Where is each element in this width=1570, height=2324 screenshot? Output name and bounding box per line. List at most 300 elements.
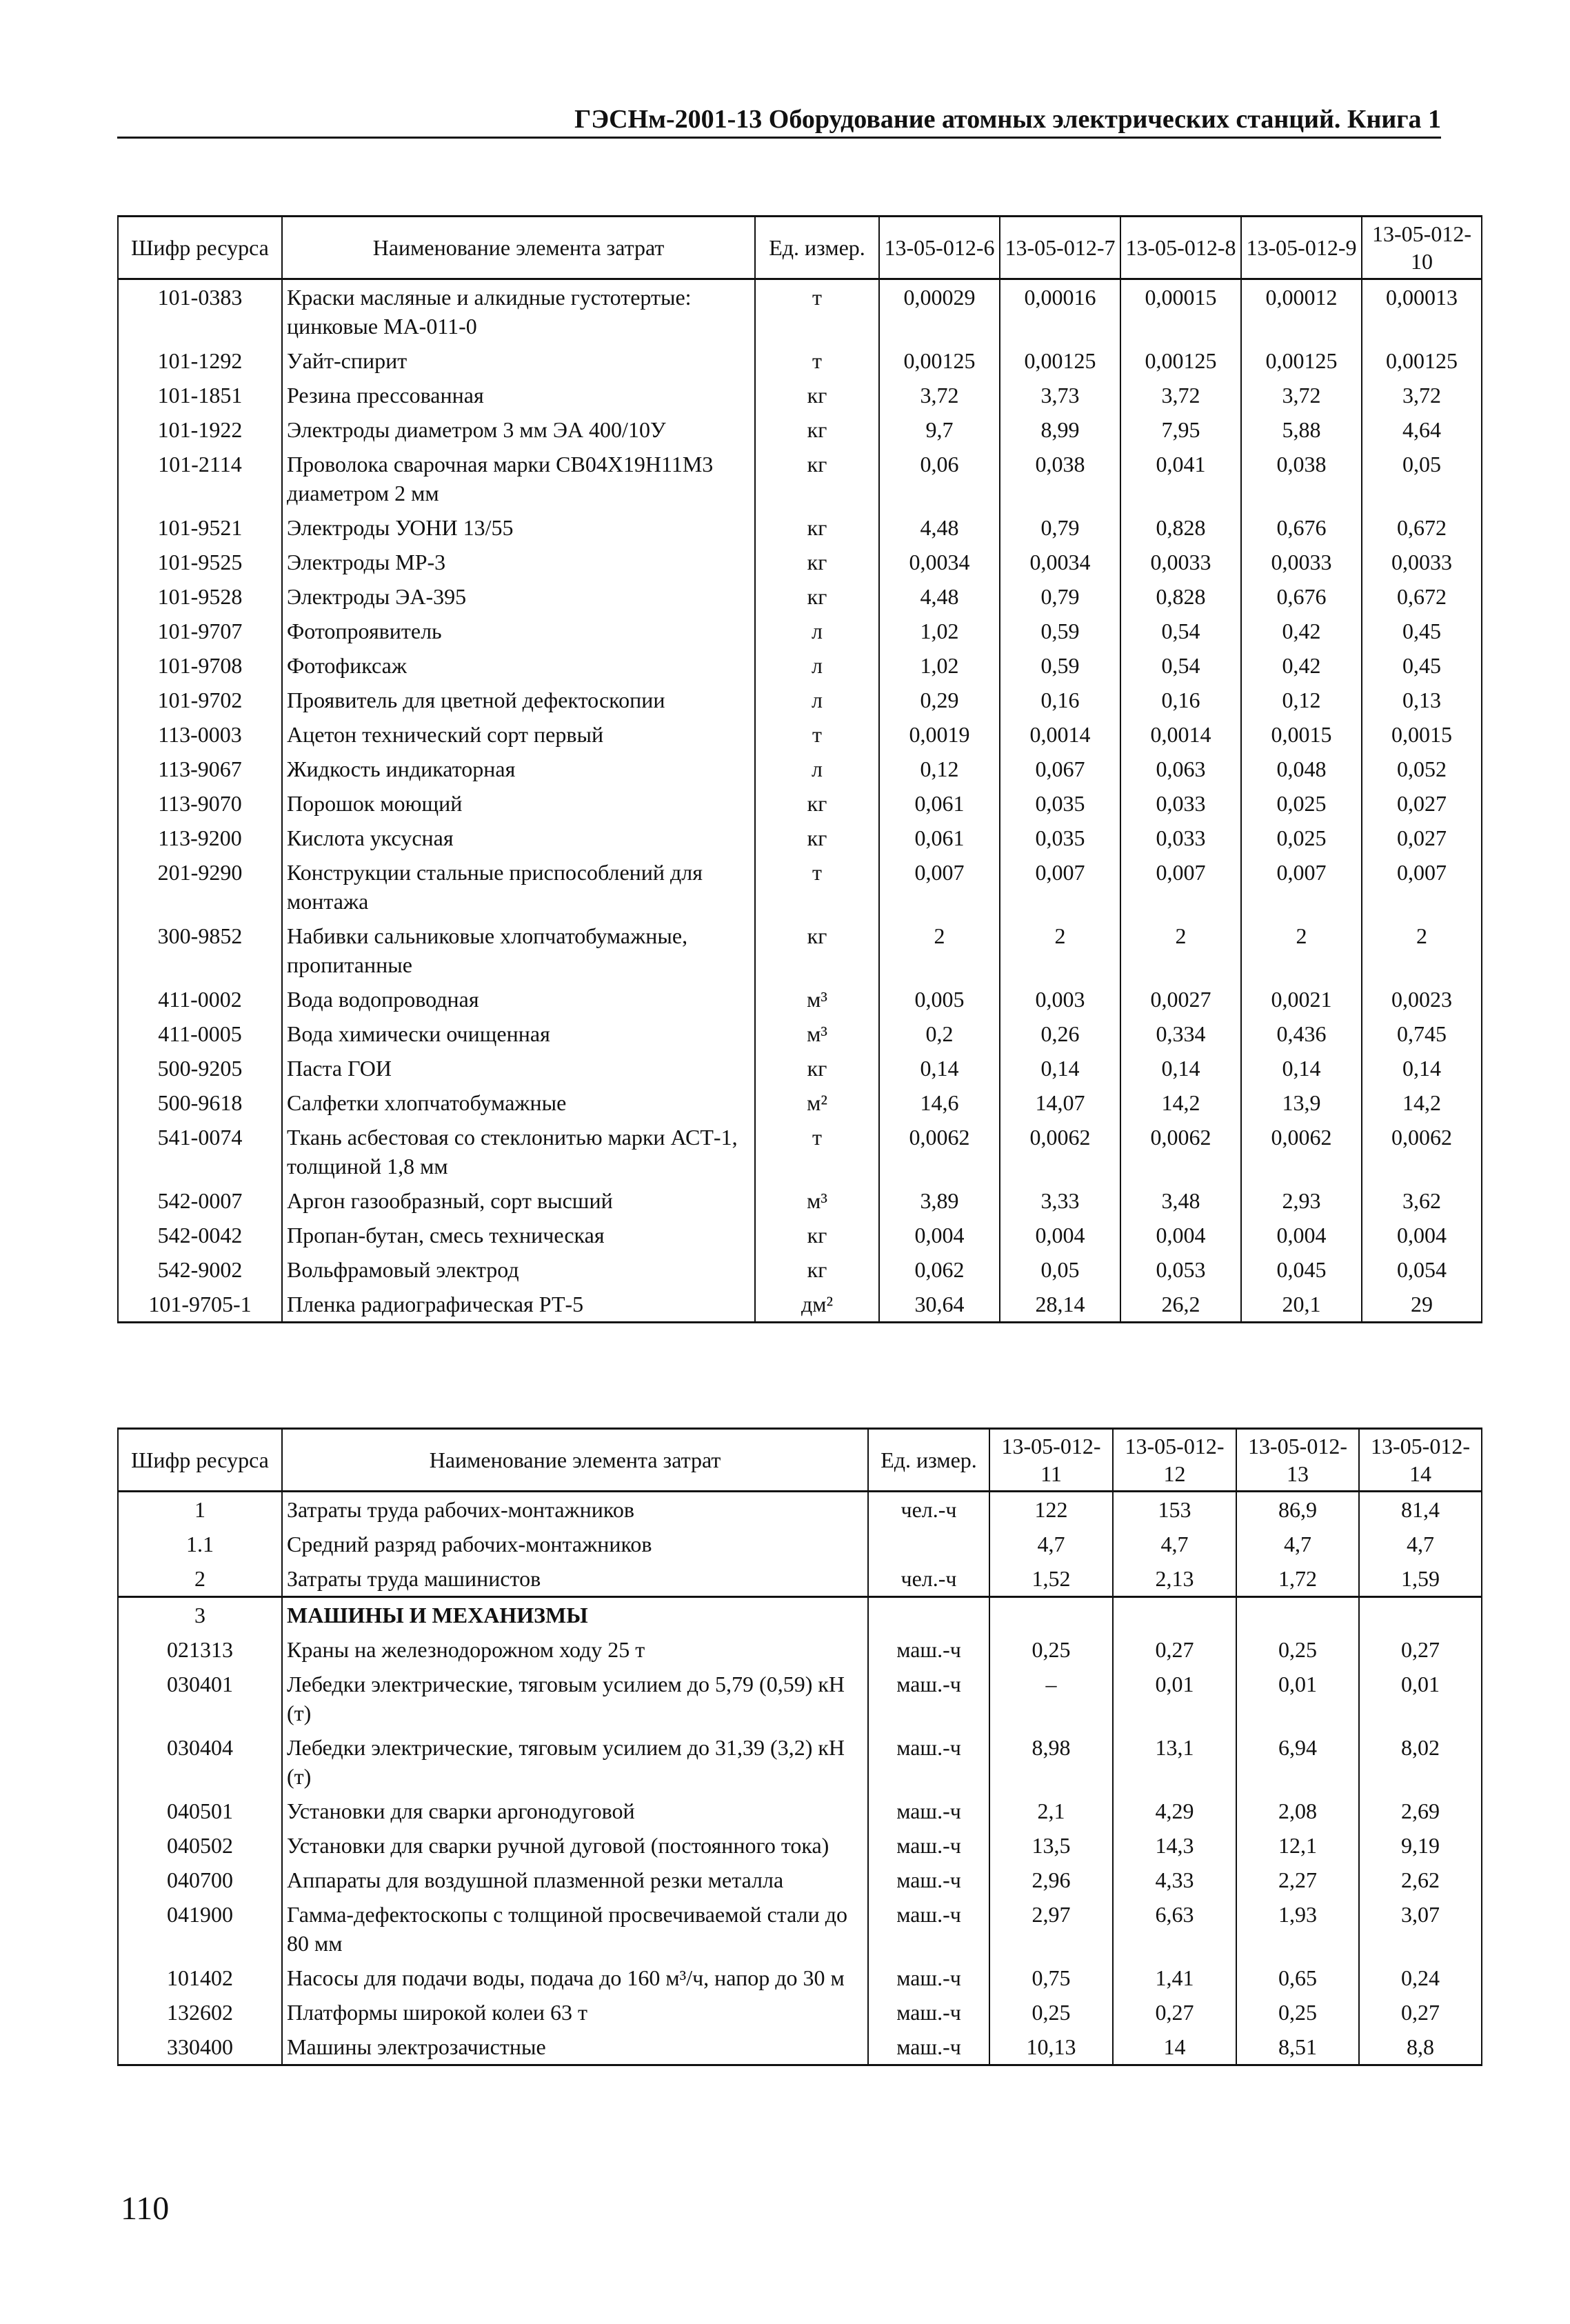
resource-name: Порошок моющий	[282, 786, 755, 821]
norm-value: 0,27	[1113, 1995, 1236, 2030]
norm-value: 0,0034	[1000, 545, 1120, 579]
unit-cell: м³	[755, 982, 879, 1016]
unit-cell: кг	[755, 1051, 879, 1085]
norm-value: 0,0033	[1241, 545, 1362, 579]
resource-name: Вода водопроводная	[282, 982, 755, 1016]
norm-value: 81,4	[1359, 1492, 1482, 1527]
norm-value: 20,1	[1241, 1287, 1362, 1323]
col-header-norm: 13-05-012-8	[1120, 217, 1241, 279]
resource-code: 113-9200	[118, 821, 282, 855]
table-row	[118, 412, 1482, 447]
norm-value: 122	[989, 1492, 1113, 1527]
col-header-norm: 13-05-012-7	[1000, 217, 1120, 279]
norm-value: 0,0062	[1362, 1120, 1482, 1183]
norm-value: 0,0062	[1241, 1120, 1362, 1183]
resource-name: Установки для сварки аргонодуговой	[282, 1794, 868, 1828]
norm-value: 0,061	[879, 821, 1000, 855]
norm-value: 2	[879, 919, 1000, 982]
table-row	[118, 343, 1482, 378]
norm-value: 3,89	[879, 1183, 1000, 1218]
table-row	[118, 1016, 1482, 1051]
table-row	[118, 2030, 1482, 2065]
norm-value: 0,00125	[1000, 343, 1120, 378]
table-row	[118, 717, 1482, 752]
norm-value: 0,00125	[1362, 343, 1482, 378]
norm-value: 0,00016	[1000, 279, 1120, 344]
unit-cell: маш.-ч	[868, 1794, 989, 1828]
norm-value: 0,14	[1362, 1051, 1482, 1085]
table-row	[118, 1218, 1482, 1252]
norm-value	[1359, 1597, 1482, 1633]
norm-value: 0,0034	[879, 545, 1000, 579]
unit-cell: маш.-ч	[868, 2030, 989, 2065]
unit-cell: маш.-ч	[868, 1730, 989, 1794]
resource-code: 2	[118, 1561, 282, 1597]
resource-name: Уайт-спирит	[282, 343, 755, 378]
table-row	[118, 1961, 1482, 1995]
norm-value: 0,007	[1120, 855, 1241, 919]
norm-value: 0,0014	[1000, 717, 1120, 752]
table-row	[118, 1051, 1482, 1085]
norm-value: 14,6	[879, 1085, 1000, 1120]
table-header-row	[118, 1429, 1482, 1492]
norm-value: 1,72	[1236, 1561, 1359, 1597]
resource-code: 113-9067	[118, 752, 282, 786]
unit-cell: кг	[755, 412, 879, 447]
norm-value: 0,01	[1113, 1667, 1236, 1730]
resource-name: Лебедки электрические, тяговым усилием до 5,79 (0,59) кН (т)	[282, 1667, 868, 1730]
norm-value: 2	[1120, 919, 1241, 982]
resource-code: 040700	[118, 1863, 282, 1897]
table-row	[118, 1085, 1482, 1120]
unit-cell: м³	[755, 1016, 879, 1051]
norm-value: 26,2	[1120, 1287, 1241, 1323]
norm-value: 2,69	[1359, 1794, 1482, 1828]
norm-value: 0,05	[1362, 447, 1482, 510]
norm-value: 2	[1362, 919, 1482, 982]
col-header-norm: 13-05-012-9	[1241, 217, 1362, 279]
resource-code: 330400	[118, 2030, 282, 2065]
norm-value: 0,29	[879, 683, 1000, 717]
col-header-norm: 13-05-012-10	[1362, 217, 1482, 279]
col-header-norm: 13-05-012-11	[989, 1429, 1113, 1492]
resource-code: 030404	[118, 1730, 282, 1794]
norm-value: 9,7	[879, 412, 1000, 447]
resource-name: Средний разряд рабочих-монтажников	[282, 1527, 868, 1561]
norm-value: 3,72	[1362, 378, 1482, 412]
norm-value: 0,052	[1362, 752, 1482, 786]
col-header-norm: 13-05-012-13	[1236, 1429, 1359, 1492]
table-row	[118, 786, 1482, 821]
unit-cell: т	[755, 343, 879, 378]
norm-value: 4,48	[879, 510, 1000, 545]
norm-value: 0,0033	[1362, 545, 1482, 579]
resource-name: Установки для сварки ручной дуговой (постоянного тока)	[282, 1828, 868, 1863]
norm-value: 13,1	[1113, 1730, 1236, 1794]
unit-cell: маш.-ч	[868, 1961, 989, 1995]
norm-value: 1,02	[879, 614, 1000, 648]
norm-value: 3,73	[1000, 378, 1120, 412]
norm-value: 3,07	[1359, 1897, 1482, 1961]
resource-code: 1.1	[118, 1527, 282, 1561]
unit-cell: маш.-ч	[868, 1667, 989, 1730]
norm-value: 86,9	[1236, 1492, 1359, 1527]
table-row	[118, 1287, 1482, 1323]
table-row	[118, 1120, 1482, 1183]
norm-value: 0,26	[1000, 1016, 1120, 1051]
unit-cell: кг	[755, 1218, 879, 1252]
norm-value: 4,29	[1113, 1794, 1236, 1828]
norm-value: 0,00125	[1120, 343, 1241, 378]
unit-cell: кг	[755, 919, 879, 982]
resource-code: 101-1851	[118, 378, 282, 412]
resource-name: Фотофиксаж	[282, 648, 755, 683]
norm-value: 0,0015	[1362, 717, 1482, 752]
resource-name: Краски масляные и алкидные густотертые: цинковые МА-011-0	[282, 279, 755, 344]
norm-value: 0,2	[879, 1016, 1000, 1051]
norm-value: 0,25	[989, 1995, 1113, 2030]
norm-value: 0,007	[1000, 855, 1120, 919]
norm-value	[989, 1597, 1113, 1633]
norm-value: 0,16	[1120, 683, 1241, 717]
norm-value: 0,0021	[1241, 982, 1362, 1016]
resource-name: Электроды МР-3	[282, 545, 755, 579]
norm-value: 2,62	[1359, 1863, 1482, 1897]
resource-name: Вода химически очищенная	[282, 1016, 755, 1051]
table-row	[118, 1597, 1482, 1633]
norm-value: 2,96	[989, 1863, 1113, 1897]
unit-cell: т	[755, 1120, 879, 1183]
table-header-row	[118, 217, 1482, 279]
resource-code: 101-9521	[118, 510, 282, 545]
norm-value: 3,72	[1120, 378, 1241, 412]
unit-cell: кг	[755, 378, 879, 412]
norm-value: 0,59	[1000, 648, 1120, 683]
resource-name: Гамма-дефектоскопы с толщиной просвечиваемой стали до 80 мм	[282, 1897, 868, 1961]
resource-code: 300-9852	[118, 919, 282, 982]
unit-cell: л	[755, 614, 879, 648]
table-row	[118, 1527, 1482, 1561]
norm-value: 0,007	[1241, 855, 1362, 919]
norm-value: 0,676	[1241, 510, 1362, 545]
norm-value: 0,45	[1362, 648, 1482, 683]
norm-value: 153	[1113, 1492, 1236, 1527]
norm-value: 0,27	[1359, 1632, 1482, 1667]
norm-value: 0,038	[1000, 447, 1120, 510]
resource-name: Лебедки электрические, тяговым усилием до 31,39 (3,2) кН (т)	[282, 1730, 868, 1794]
resource-code: 101-9708	[118, 648, 282, 683]
resource-code: 542-9002	[118, 1252, 282, 1287]
norm-value: 12,1	[1236, 1828, 1359, 1863]
norm-value	[1113, 1597, 1236, 1633]
col-header-unit: Ед. измер.	[755, 217, 879, 279]
unit-cell: кг	[755, 786, 879, 821]
table-row	[118, 1561, 1482, 1597]
norm-value: 0,0027	[1120, 982, 1241, 1016]
unit-cell: дм²	[755, 1287, 879, 1323]
norm-value: 1,59	[1359, 1561, 1482, 1597]
norm-value: 14	[1113, 2030, 1236, 2065]
unit-cell: чел.-ч	[868, 1561, 989, 1597]
unit-cell: т	[755, 855, 879, 919]
table-row	[118, 510, 1482, 545]
norm-value: 2,13	[1113, 1561, 1236, 1597]
col-header-norm: 13-05-012-6	[879, 217, 1000, 279]
norm-value: 0,035	[1000, 786, 1120, 821]
norm-value: 0,00012	[1241, 279, 1362, 344]
norm-value: 0,061	[879, 786, 1000, 821]
norm-value: 3,72	[1241, 378, 1362, 412]
unit-cell: маш.-ч	[868, 1632, 989, 1667]
resource-name: Паста ГОИ	[282, 1051, 755, 1085]
norm-value: 0,13	[1362, 683, 1482, 717]
unit-cell: кг	[755, 447, 879, 510]
norm-value: 0,676	[1241, 579, 1362, 614]
unit-cell: л	[755, 683, 879, 717]
unit-cell: маш.-ч	[868, 1995, 989, 2030]
resource-code: 500-9205	[118, 1051, 282, 1085]
norm-value: 6,94	[1236, 1730, 1359, 1794]
norm-value: 1,02	[879, 648, 1000, 683]
norm-value: 2	[1241, 919, 1362, 982]
col-header-unit: Ед. измер.	[868, 1429, 989, 1492]
norm-value: 0,004	[879, 1218, 1000, 1252]
norm-value: 0,16	[1000, 683, 1120, 717]
norm-value: 0,00013	[1362, 279, 1482, 344]
table-row	[118, 821, 1482, 855]
resource-name: Затраты труда машинистов	[282, 1561, 868, 1597]
col-header-name: Наименование элемента затрат	[282, 217, 755, 279]
norm-value	[1236, 1597, 1359, 1633]
norm-value: 0,027	[1362, 786, 1482, 821]
resource-code: 041900	[118, 1897, 282, 1961]
norm-value: 14,3	[1113, 1828, 1236, 1863]
norm-value: 0,025	[1241, 821, 1362, 855]
norm-value: 2,93	[1241, 1183, 1362, 1218]
norm-value: 0,027	[1362, 821, 1482, 855]
norm-value: 0,12	[879, 752, 1000, 786]
resource-name: Электроды УОНИ 13/55	[282, 510, 755, 545]
norm-value: 8,99	[1000, 412, 1120, 447]
resource-code: 113-9070	[118, 786, 282, 821]
norm-value: 0,24	[1359, 1961, 1482, 1995]
page-number: 110	[121, 2190, 170, 2227]
norm-value: 0,005	[879, 982, 1000, 1016]
table-row	[118, 1492, 1482, 1527]
norm-value: 0,05	[1000, 1252, 1120, 1287]
norm-value: 0,334	[1120, 1016, 1241, 1051]
resources-table-1	[117, 215, 1482, 1323]
norm-value: 0,004	[1241, 1218, 1362, 1252]
norm-value: 0,0019	[879, 717, 1000, 752]
unit-cell: маш.-ч	[868, 1863, 989, 1897]
norm-value: 0,067	[1000, 752, 1120, 786]
norm-value: 0,00125	[879, 343, 1000, 378]
norm-value: 0,01	[1236, 1667, 1359, 1730]
table-row	[118, 1632, 1482, 1667]
norm-value: 2,97	[989, 1897, 1113, 1961]
resource-code: 040501	[118, 1794, 282, 1828]
norm-value: 3,72	[879, 378, 1000, 412]
norm-value: 4,7	[989, 1527, 1113, 1561]
norm-value: 0,06	[879, 447, 1000, 510]
norm-value: 4,64	[1362, 412, 1482, 447]
resource-name: Кислота уксусная	[282, 821, 755, 855]
col-header-code: Шифр ресурса	[118, 217, 282, 279]
norm-value: 0,0023	[1362, 982, 1482, 1016]
table-row	[118, 1828, 1482, 1863]
resources-table-2	[117, 1428, 1482, 2066]
resource-code: 411-0002	[118, 982, 282, 1016]
unit-cell: л	[755, 752, 879, 786]
unit-cell: кг	[755, 821, 879, 855]
norm-value: 0,062	[879, 1252, 1000, 1287]
unit-cell: м²	[755, 1085, 879, 1120]
norm-value: 0,14	[1120, 1051, 1241, 1085]
resource-code: 500-9618	[118, 1085, 282, 1120]
unit-cell: л	[755, 648, 879, 683]
resource-code: 3	[118, 1597, 282, 1633]
norm-value: 0,828	[1120, 510, 1241, 545]
col-header-norm: 13-05-012-12	[1113, 1429, 1236, 1492]
norm-value: 8,51	[1236, 2030, 1359, 2065]
resource-code: 101-9702	[118, 683, 282, 717]
norm-value: 7,95	[1120, 412, 1241, 447]
norm-value: 0,003	[1000, 982, 1120, 1016]
col-header-name: Наименование элемента затрат	[282, 1429, 868, 1492]
unit-cell	[868, 1527, 989, 1561]
norm-value: 13,5	[989, 1828, 1113, 1863]
norm-value: 0,25	[1236, 1632, 1359, 1667]
resource-name: Аппараты для воздушной плазменной резки металла	[282, 1863, 868, 1897]
norm-value: 0,25	[1236, 1995, 1359, 2030]
norm-value: 0,0015	[1241, 717, 1362, 752]
norm-value: 13,9	[1241, 1085, 1362, 1120]
norm-value: 0,033	[1120, 786, 1241, 821]
norm-value: 29	[1362, 1287, 1482, 1323]
norm-value: –	[989, 1667, 1113, 1730]
resource-code: 040502	[118, 1828, 282, 1863]
table-row	[118, 545, 1482, 579]
norm-value: 4,33	[1113, 1863, 1236, 1897]
norm-value: 0,12	[1241, 683, 1362, 717]
norm-value: 0,007	[879, 855, 1000, 919]
table-row	[118, 614, 1482, 648]
unit-cell: кг	[755, 1252, 879, 1287]
resource-code: 021313	[118, 1632, 282, 1667]
norm-value: 0,048	[1241, 752, 1362, 786]
norm-value: 0,00125	[1241, 343, 1362, 378]
resource-name: Аргон газообразный, сорт высший	[282, 1183, 755, 1218]
resource-code: 101-1922	[118, 412, 282, 447]
norm-value: 0,14	[1241, 1051, 1362, 1085]
resource-name: Насосы для подачи воды, подача до 160 м³/ч, напор до 30 м	[282, 1961, 868, 1995]
unit-cell: чел.-ч	[868, 1492, 989, 1527]
table-row	[118, 752, 1482, 786]
resource-code: 542-0042	[118, 1218, 282, 1252]
resource-name: МАШИНЫ И МЕХАНИЗМЫ	[282, 1597, 868, 1633]
norm-value: 14,2	[1362, 1085, 1482, 1120]
table-row	[118, 579, 1482, 614]
norm-value: 0,007	[1362, 855, 1482, 919]
table-row	[118, 855, 1482, 919]
norm-value: 0,75	[989, 1961, 1113, 1995]
norm-value: 0,42	[1241, 614, 1362, 648]
unit-cell	[868, 1597, 989, 1633]
resource-name: Жидкость индикаторная	[282, 752, 755, 786]
unit-cell: кг	[755, 579, 879, 614]
table-row	[118, 1897, 1482, 1961]
norm-value: 0,672	[1362, 510, 1482, 545]
norm-value: 0,0033	[1120, 545, 1241, 579]
resource-name: Проявитель для цветной дефектоскопии	[282, 683, 755, 717]
norm-value: 0,436	[1241, 1016, 1362, 1051]
norm-value: 14,2	[1120, 1085, 1241, 1120]
table-row	[118, 447, 1482, 510]
resource-name: Краны на железнодорожном ходу 25 т	[282, 1632, 868, 1667]
resource-name: Платформы широкой колеи 63 т	[282, 1995, 868, 2030]
table-row	[118, 279, 1482, 344]
norm-value: 0,00029	[879, 279, 1000, 344]
norm-value: 0,004	[1000, 1218, 1120, 1252]
norm-value: 2,1	[989, 1794, 1113, 1828]
norm-value: 3,62	[1362, 1183, 1482, 1218]
col-header-code: Шифр ресурса	[118, 1429, 282, 1492]
norm-value: 2,27	[1236, 1863, 1359, 1897]
norm-value: 14,07	[1000, 1085, 1120, 1120]
norm-value: 10,13	[989, 2030, 1113, 2065]
norm-value: 0,004	[1362, 1218, 1482, 1252]
resource-code: 542-0007	[118, 1183, 282, 1218]
resource-code: 101-9528	[118, 579, 282, 614]
resource-code: 101-0383	[118, 279, 282, 344]
norm-value: 0,79	[1000, 579, 1120, 614]
norm-value: 0,45	[1362, 614, 1482, 648]
norm-value: 1,52	[989, 1561, 1113, 1597]
norm-value: 0,0062	[879, 1120, 1000, 1183]
resource-code: 541-0074	[118, 1120, 282, 1183]
unit-cell: т	[755, 717, 879, 752]
resource-name: Фотопроявитель	[282, 614, 755, 648]
resource-name: Ацетон технический сорт первый	[282, 717, 755, 752]
norm-value: 0,045	[1241, 1252, 1362, 1287]
resource-name: Вольфрамовый электрод	[282, 1252, 755, 1287]
table-row	[118, 982, 1482, 1016]
norm-value: 0,828	[1120, 579, 1241, 614]
norm-value: 2,08	[1236, 1794, 1359, 1828]
table-row	[118, 1183, 1482, 1218]
norm-value: 0,54	[1120, 614, 1241, 648]
unit-cell: кг	[755, 510, 879, 545]
norm-value: 3,33	[1000, 1183, 1120, 1218]
resource-code: 101-1292	[118, 343, 282, 378]
table-row	[118, 1794, 1482, 1828]
norm-value: 0,054	[1362, 1252, 1482, 1287]
resource-code: 030401	[118, 1667, 282, 1730]
table-row	[118, 1667, 1482, 1730]
norm-value: 0,025	[1241, 786, 1362, 821]
resource-name: Электроды ЭА-395	[282, 579, 755, 614]
norm-value: 0,004	[1120, 1218, 1241, 1252]
norm-value: 0,27	[1113, 1632, 1236, 1667]
table-row	[118, 1252, 1482, 1287]
norm-value: 0,79	[1000, 510, 1120, 545]
norm-value: 0,053	[1120, 1252, 1241, 1287]
norm-value: 0,672	[1362, 579, 1482, 614]
norm-value: 0,033	[1120, 821, 1241, 855]
resource-name: Пленка радиографическая РТ-5	[282, 1287, 755, 1323]
norm-value: 0,42	[1241, 648, 1362, 683]
